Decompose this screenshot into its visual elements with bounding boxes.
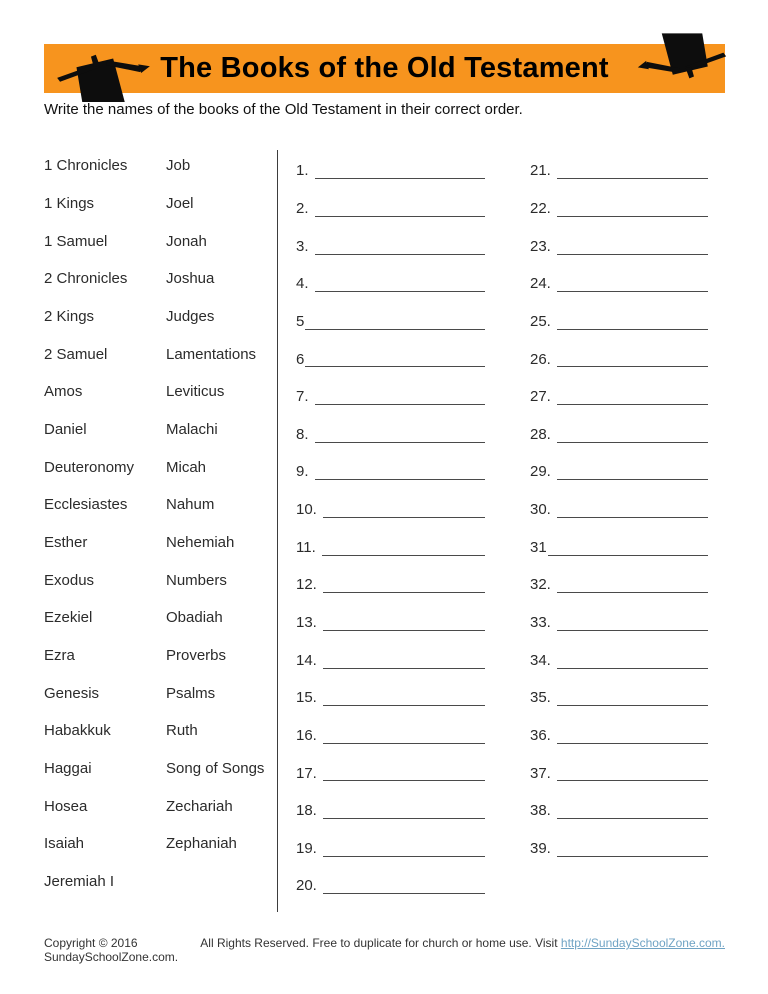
blank-number: 22.: [530, 199, 551, 217]
rights-text-label: All Rights Reserved. Free to duplicate for church or home use. Visit: [200, 936, 561, 950]
book-name: Zechariah: [166, 797, 233, 815]
title-banner: [44, 44, 725, 93]
answer-line: [323, 765, 485, 782]
answer-column-2: [530, 152, 708, 867]
sundayschoolzone-link[interactable]: http://SundaySchoolZone.com.: [560, 936, 725, 950]
blank-number: 12.: [296, 576, 317, 594]
book-name: Exodus: [44, 571, 95, 589]
blank-number: 9.: [296, 463, 309, 481]
answer-blank-row: [530, 227, 708, 265]
book-name: Genesis: [44, 684, 100, 702]
blank-number: 7.: [296, 388, 309, 406]
answer-line: [557, 200, 708, 217]
book-name: Esther: [44, 534, 88, 552]
answer-line: [557, 765, 708, 782]
answer-blank-row: [296, 265, 485, 303]
answer-blank-row: [530, 641, 708, 679]
answer-blank-row: [530, 190, 708, 228]
blank-number: 26.: [530, 350, 551, 368]
answer-blank-row: [530, 604, 708, 642]
book-name: Ezekiel: [44, 609, 93, 627]
book-name: Zephaniah: [166, 835, 237, 853]
answer-line: [557, 464, 708, 481]
blank-number: 21.: [530, 162, 551, 180]
blank-number: 39.: [530, 839, 551, 857]
answer-blank-row: [530, 528, 708, 566]
book-name: Amos: [44, 383, 83, 401]
answer-line: [557, 388, 708, 405]
book-name: Obadiah: [166, 609, 223, 627]
answer-line: [557, 426, 708, 443]
book-name: Jeremiah I: [44, 873, 115, 891]
answer-line: [305, 351, 485, 368]
book-name: 1 Kings: [44, 195, 95, 212]
answer-blank-row: [530, 491, 708, 529]
answer-blank-row: [530, 754, 708, 792]
answer-line: [557, 275, 708, 292]
answer-line: [315, 238, 485, 255]
answer-blank-row: [296, 340, 485, 378]
book-name: 2 Samuel: [44, 345, 108, 363]
answer-line: [323, 689, 485, 706]
book-name: 2 Kings: [44, 308, 95, 326]
blank-number: 1.: [296, 162, 309, 180]
answer-line: [557, 351, 708, 368]
answer-line: [315, 426, 485, 443]
book-name: Isaiah: [44, 835, 85, 853]
answer-line: [557, 802, 708, 819]
answer-blank-row: [530, 830, 708, 868]
blank-number: 3.: [296, 237, 309, 255]
book-name: Daniel: [44, 421, 87, 439]
answer-line: [315, 162, 485, 179]
answer-line: [323, 614, 485, 631]
book-name: Song of Songs: [166, 760, 265, 778]
blank-number: 25.: [530, 312, 551, 330]
book-name: Jonah: [166, 232, 207, 250]
copyright-text: Copyright © 2016 SundaySchoolZone.com.: [44, 936, 179, 964]
answer-line: [557, 313, 708, 330]
blank-number: 37.: [530, 764, 551, 782]
book-name: Numbers: [166, 571, 227, 589]
book-name: Nahum: [166, 496, 215, 514]
vertical-divider: [277, 150, 278, 912]
blank-number: 20.: [296, 877, 317, 895]
scroll-icon: [636, 33, 728, 87]
answer-line: [322, 539, 485, 556]
blank-number: 6: [296, 350, 305, 368]
book-name: Joshua: [166, 270, 215, 288]
book-name: Ezra: [44, 647, 75, 665]
blank-number: 29.: [530, 463, 551, 481]
answer-line: [557, 727, 708, 744]
answer-blank-row: [530, 453, 708, 491]
answer-line: [557, 652, 708, 669]
book-name: Leviticus: [166, 383, 225, 401]
answer-line: [557, 162, 708, 179]
answer-blank-row: [296, 378, 485, 416]
book-name: Hosea: [44, 797, 88, 815]
blank-number: 10.: [296, 501, 317, 519]
answer-line: [323, 652, 485, 669]
blank-number: 8.: [296, 425, 309, 443]
blank-number: 32.: [530, 576, 551, 594]
blank-number: 23.: [530, 237, 551, 255]
answer-blank-row: [530, 717, 708, 755]
book-name: Micah: [166, 458, 207, 476]
answer-blank-row: [530, 679, 708, 717]
book-name: Lamentations: [166, 345, 257, 363]
answer-blank-row: [296, 190, 485, 228]
book-name: Judges: [166, 308, 215, 326]
blank-number: 11.: [296, 538, 316, 556]
answer-line: [557, 689, 708, 706]
answer-blank-row: [296, 566, 485, 604]
blank-number: 14.: [296, 651, 317, 669]
answer-line: [548, 539, 708, 556]
answer-line: [323, 802, 485, 819]
page-title: The Books of the Old Testament: [160, 52, 609, 84]
answer-line: [323, 878, 485, 895]
blank-number: 2.: [296, 199, 309, 217]
blank-number: 33.: [530, 614, 551, 631]
answer-blank-row: [296, 830, 485, 868]
answer-blank-row: [296, 867, 485, 905]
blank-number: 38.: [530, 802, 551, 820]
answer-blank-row: [530, 303, 708, 341]
answer-line: [323, 727, 485, 744]
answer-line: [315, 388, 485, 405]
answer-blank-row: [296, 152, 485, 190]
blank-number: 27.: [530, 388, 551, 406]
blank-number: 28.: [530, 425, 551, 443]
book-list-column-1: [44, 147, 166, 900]
book-name: Deuteronomy: [44, 458, 135, 476]
rights-text: [200, 936, 725, 950]
blank-number: 18.: [296, 802, 317, 820]
answer-line: [323, 840, 485, 857]
answer-blank-row: [296, 227, 485, 265]
blank-number: 15.: [296, 689, 317, 707]
answer-blank-row: [530, 340, 708, 378]
answer-line: [557, 614, 708, 631]
answer-line: [557, 238, 708, 255]
answer-blank-row: [530, 152, 708, 190]
answer-blank-row: [530, 415, 708, 453]
answer-line: [305, 313, 485, 330]
answer-line: [557, 501, 708, 518]
instruction-text: Write the names of the books of the Old Testament in their correct order.: [44, 101, 523, 118]
answer-blank-row: [296, 303, 485, 341]
answer-blank-row: [296, 604, 485, 642]
answer-blank-row: [296, 453, 485, 491]
blank-number: 19.: [296, 839, 317, 857]
blank-number: 13.: [296, 614, 317, 631]
answer-blank-row: [296, 717, 485, 755]
book-name: Malachi: [166, 421, 218, 439]
footer: [44, 936, 725, 964]
book-name: 1 Samuel: [44, 232, 108, 250]
answer-blank-row: [530, 792, 708, 830]
answer-line: [557, 576, 708, 593]
answer-line: [557, 840, 708, 857]
blank-number: 30.: [530, 501, 551, 519]
book-name: Joel: [166, 195, 194, 212]
answer-blank-row: [530, 265, 708, 303]
book-name: Habakkuk: [44, 722, 111, 740]
book-name: Job: [166, 157, 191, 175]
blank-number: 35.: [530, 689, 551, 707]
book-name: Ruth: [166, 722, 198, 740]
answer-blank-row: [296, 415, 485, 453]
book-name: Ecclesiastes: [44, 496, 128, 514]
blank-number: 4.: [296, 275, 309, 293]
blank-number: 36.: [530, 726, 551, 744]
answer-blank-row: [296, 528, 485, 566]
blank-number: 5: [296, 312, 305, 330]
book-list-column-2: [166, 147, 278, 863]
book-name: 2 Chronicles: [44, 270, 128, 288]
blank-number: 16.: [296, 726, 317, 744]
blank-number: 24.: [530, 275, 551, 293]
answer-blank-row: [530, 566, 708, 604]
book-name: 1 Chronicles: [44, 157, 128, 175]
answer-blank-row: [296, 491, 485, 529]
answer-line: [315, 200, 485, 217]
blank-number: 34.: [530, 651, 551, 669]
answer-column-1: [296, 152, 485, 905]
answer-blank-row: [296, 792, 485, 830]
answer-line: [315, 464, 485, 481]
book-name: Nehemiah: [166, 534, 235, 552]
book-name: Haggai: [44, 760, 92, 778]
book-name: Proverbs: [166, 647, 227, 665]
answer-line: [323, 501, 485, 518]
answer-blank-row: [530, 378, 708, 416]
blank-number: 31: [530, 538, 547, 556]
answer-blank-row: [296, 641, 485, 679]
answer-blank-row: [296, 754, 485, 792]
answer-line: [323, 576, 485, 593]
answer-blank-row: [296, 679, 485, 717]
blank-number: 17.: [296, 764, 317, 782]
answer-line: [315, 275, 485, 292]
book-name: Psalms: [166, 684, 216, 702]
